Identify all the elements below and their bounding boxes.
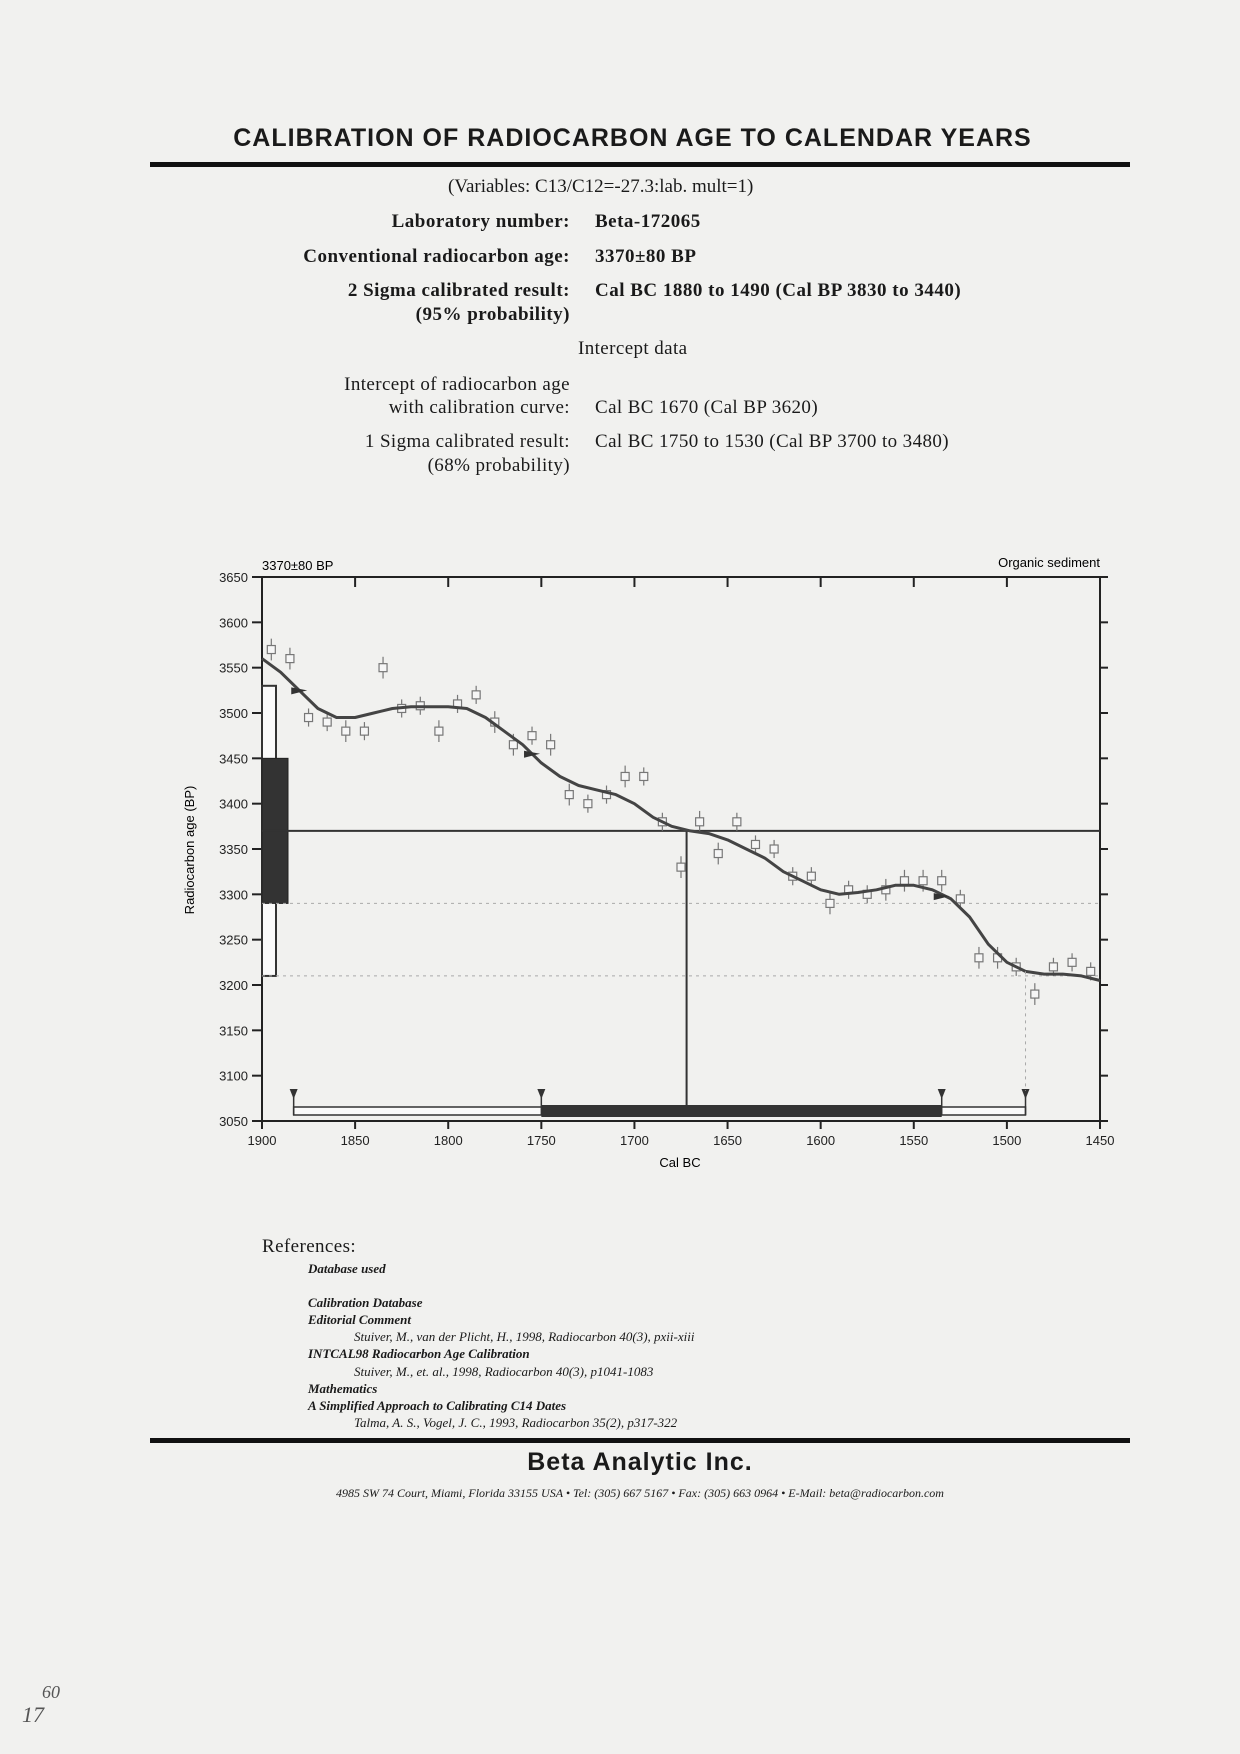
data-point <box>807 872 815 880</box>
y-tick-label: 3350 <box>219 842 248 857</box>
data-point <box>751 840 759 848</box>
data-point <box>584 800 592 808</box>
y-axis-label: Radiocarbon age (BP) <box>182 785 197 915</box>
y-tick-label: 3050 <box>219 1114 248 1129</box>
page-title: CALIBRATION OF RADIOCARBON AGE TO CALENDAR YEARS <box>233 124 1032 152</box>
sigma1-value: Cal BC 1750 to 1530 (Cal BP 3700 to 3480) <box>595 431 950 452</box>
ref-db-used: Database used <box>308 1261 386 1276</box>
y-tick-label: 3450 <box>219 751 248 767</box>
data-point <box>323 718 331 726</box>
y-tick-label: 3400 <box>219 796 248 812</box>
data-point <box>1031 990 1039 998</box>
data-point <box>267 646 275 654</box>
data-point <box>640 772 648 780</box>
ref-editorial: Editorial Comment <box>308 1312 411 1327</box>
conv-age-value: 3370±80 BP <box>595 246 697 267</box>
data-point <box>379 664 387 672</box>
data-point <box>621 772 629 780</box>
y-tick-label: 3650 <box>219 570 248 585</box>
lab-number-value: Beta-172065 <box>595 211 701 232</box>
intercept-value: Cal BC 1670 (Cal BP 3620) <box>595 397 819 418</box>
data-point <box>342 727 350 735</box>
data-point <box>547 741 555 749</box>
handwritten-note-2: 17 <box>22 1702 44 1727</box>
ref-approach-cite: Talma, A. S., Vogel, J. C., 1993, Radiocarbon 35(2), p317-322 <box>354 1415 678 1430</box>
sigma1-prob: (68% probability) <box>427 455 570 476</box>
x-axis-label: Cal BC <box>659 1155 701 1170</box>
data-point <box>472 691 480 699</box>
variables-line: (Variables: C13/C12=-27.3:lab. mult=1) <box>448 176 754 197</box>
data-point <box>1087 967 1095 975</box>
x-tick-label: 1900 <box>247 1133 277 1148</box>
data-point <box>565 791 573 799</box>
data-point <box>733 818 741 826</box>
cal-range-marker <box>537 1089 545 1099</box>
data-point <box>826 899 834 907</box>
data-point <box>509 741 517 749</box>
ref-intcal: INTCAL98 Radiocarbon Age Calibration <box>308 1346 530 1361</box>
data-point <box>956 895 964 903</box>
chart-title-right: Organic sediment <box>998 555 1100 570</box>
x-tick-label: 1550 <box>899 1133 929 1148</box>
y-tick-label: 3200 <box>219 978 248 993</box>
data-point <box>919 877 927 885</box>
data-point <box>938 877 946 885</box>
y-tick-label: 3500 <box>219 706 248 721</box>
data-point <box>528 732 536 740</box>
company-address: 4985 SW 74 Court, Miami, Florida 33155 USA • Tel: (305) 667 5167 • Fax: (305) 663 0964 • E-Mail: beta@radiocarbon.com <box>336 1486 944 1500</box>
y-tick-label: 3250 <box>219 932 248 948</box>
handwritten-note-1: 60 <box>42 1682 60 1702</box>
data-point <box>360 727 368 735</box>
sigma1-label: 1 Sigma calibrated result: <box>364 431 570 452</box>
sigma2-prob: (95% probability) <box>415 304 570 325</box>
ref-approach: A Simplified Approach to Calibrating C14 Dates <box>308 1398 567 1413</box>
intercept-label-2: with calibration curve: <box>388 397 570 418</box>
data-point <box>1049 963 1057 971</box>
footer-rule <box>150 1438 1130 1443</box>
chart-title-left: 3370±80 BP <box>262 558 334 573</box>
sigma1-cal-bar <box>541 1105 941 1117</box>
conv-age-label: Conventional radiocarbon age: <box>303 246 570 267</box>
data-point <box>677 863 685 871</box>
data-point <box>770 845 778 853</box>
sigma2-label: 2 Sigma calibrated result: <box>347 280 570 301</box>
y-tick-label: 3600 <box>219 615 248 631</box>
data-point <box>286 655 294 663</box>
data-point <box>900 877 908 885</box>
intercept-label-1: Intercept of radiocarbon age <box>344 374 570 395</box>
references-heading: References: <box>262 1236 357 1257</box>
y-tick-label: 3550 <box>219 660 248 676</box>
calibration-curve <box>262 659 1100 981</box>
data-point <box>975 954 983 962</box>
y-tick-label: 3150 <box>219 1023 248 1039</box>
ref-cal-db: Calibration Database <box>308 1295 423 1310</box>
x-tick-label: 1500 <box>992 1133 1022 1148</box>
sigma2-value: Cal BC 1880 to 1490 (Cal BP 3830 to 3440) <box>595 280 962 301</box>
data-point <box>305 714 313 722</box>
ref-editorial-cite: Stuiver, M., van der Plicht, H., 1998, Radiocarbon 40(3), pxii-xiii <box>354 1329 695 1344</box>
company-name: Beta Analytic Inc. <box>527 1448 753 1476</box>
x-tick-label: 1600 <box>806 1133 836 1148</box>
y-tick-label: 3100 <box>219 1068 248 1084</box>
cal-range-marker <box>290 1089 298 1099</box>
ref-intcal-cite: Stuiver, M., et. al., 1998, Radiocarbon 40(3), p1041-1083 <box>354 1364 654 1379</box>
x-tick-label: 1700 <box>619 1133 649 1148</box>
data-point <box>714 850 722 858</box>
cal-range-marker <box>938 1089 946 1099</box>
x-tick-label: 1450 <box>1085 1133 1115 1148</box>
plot-frame <box>262 577 1100 1121</box>
data-point <box>435 727 443 735</box>
intercept-heading: Intercept data <box>578 338 688 359</box>
data-point <box>696 818 704 826</box>
lab-number-label: Laboratory number: <box>391 211 570 232</box>
data-point <box>1068 958 1076 966</box>
x-tick-label: 1650 <box>713 1133 743 1148</box>
x-tick-label: 1800 <box>433 1133 463 1148</box>
x-tick-label: 1850 <box>340 1133 370 1148</box>
y-tick-label: 3300 <box>219 887 248 903</box>
ref-math: Mathematics <box>308 1381 378 1396</box>
x-tick-label: 1750 <box>526 1133 556 1148</box>
